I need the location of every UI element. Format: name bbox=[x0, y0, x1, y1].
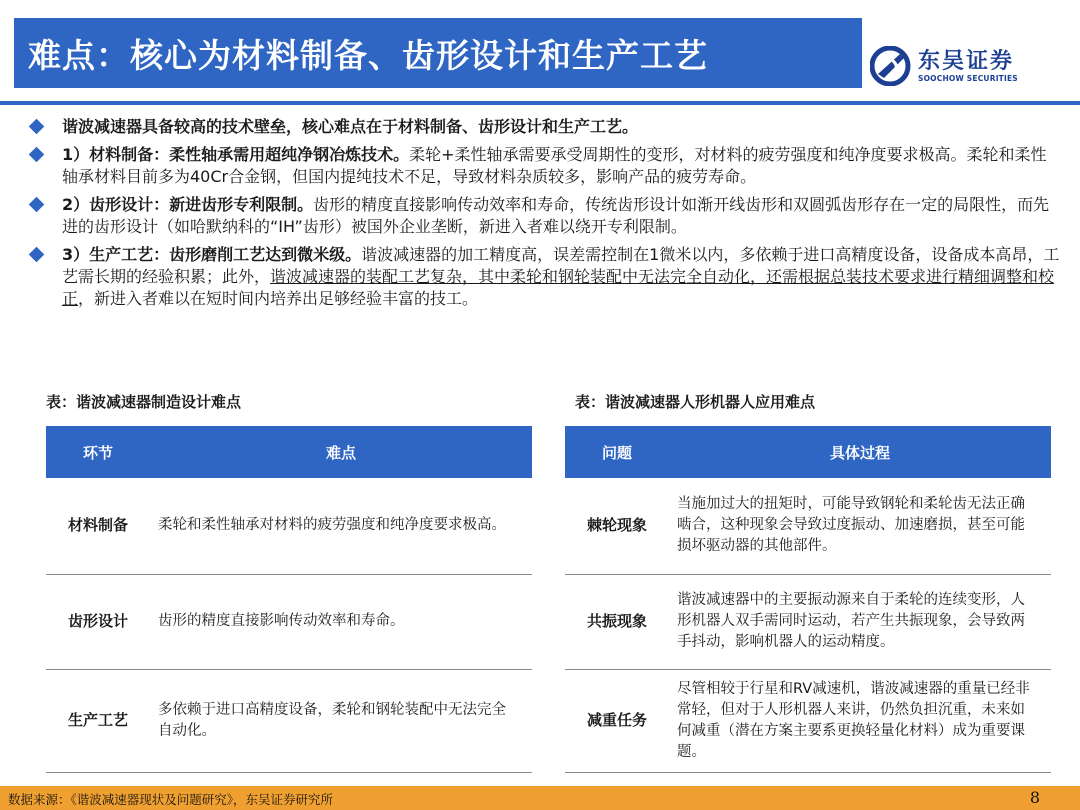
row-value: 尽管相较于行星和RV减速机，谐波减速器的重量已经非常轻，但对于人形机器人来讲，仍然负担沉重，未来如何减重（潜在方案主要系更换轻量化材料）成为重要课题。 bbox=[669, 669, 1051, 772]
table-row bbox=[565, 478, 1051, 574]
robot-application-difficulty-table bbox=[565, 426, 1051, 773]
table-header-row bbox=[565, 426, 1051, 478]
table2-caption: 表：谐波减速器人形机器人应用难点 bbox=[575, 393, 816, 411]
bullet-item bbox=[28, 144, 1062, 188]
bullet-item bbox=[28, 244, 1062, 310]
row-key: 棘轮现象 bbox=[565, 478, 669, 574]
column-header: 环节 bbox=[46, 426, 150, 478]
row-value: 当施加过大的扭矩时，可能导致钢轮和柔轮齿无法正确啮合，这种现象会导致过度振动、加速磨损，甚至可能损坏驱动器的其他部件。 bbox=[669, 478, 1051, 574]
logo-name-en: SOOCHOW SECURITIES bbox=[918, 73, 1018, 83]
table-row bbox=[46, 574, 532, 669]
table-row bbox=[565, 669, 1051, 772]
bullet-list bbox=[28, 116, 1062, 316]
diamond-bullet-icon bbox=[29, 197, 45, 213]
table-row bbox=[46, 478, 532, 574]
manufacturing-difficulty-table bbox=[46, 426, 532, 773]
row-value: 谐波减速器中的主要振动源来自于柔轮的连续变形，人形机器人双手需同时运动，若产生共振现象，会导致两手抖动，影响机器人的运动精度。 bbox=[669, 574, 1051, 669]
page-title: 难点：核心为材料制备、齿形设计和生产工艺 bbox=[14, 18, 862, 88]
bullet-item bbox=[28, 194, 1062, 238]
table-header-row bbox=[46, 426, 532, 478]
row-key: 共振现象 bbox=[565, 574, 669, 669]
bullet-bold: 2）齿形设计：新进齿形专利限制。 bbox=[62, 195, 314, 214]
row-key: 齿形设计 bbox=[46, 574, 150, 669]
bullet-bold: 3）生产工艺：齿形磨削工艺达到微米级。 bbox=[62, 245, 362, 264]
column-header: 具体过程 bbox=[669, 426, 1051, 478]
header-divider bbox=[0, 101, 1080, 105]
soochow-logo-icon bbox=[870, 46, 914, 86]
row-key: 材料制备 bbox=[46, 478, 150, 574]
table1-caption: 表：谐波减速器制造设计难点 bbox=[46, 393, 242, 411]
column-header: 问题 bbox=[565, 426, 669, 478]
row-value: 多依赖于进口高精度设备，柔轮和钢轮装配中无法完全自动化。 bbox=[150, 669, 532, 772]
row-value: 柔轮和柔性轴承对材料的疲劳强度和纯净度要求极高。 bbox=[150, 478, 532, 574]
bullet-text: 齿形的精度直接影响传动效率和寿命，传统齿形设计如渐开线齿形和双圆弧齿形存在一定的局限性，而先进的齿形设计（如哈默纳科的“IH”齿形）被国外企业垄断，新进入者难以绕开专利限制。 bbox=[62, 195, 1050, 236]
bullet-tail-text: ，新进入者难以在短时间内培养出足够经验丰富的技工。 bbox=[78, 289, 479, 308]
diamond-bullet-icon bbox=[29, 119, 45, 135]
company-logo bbox=[870, 44, 1060, 88]
logo-name-cn: 东吴证券 bbox=[918, 48, 1015, 74]
page-number: 8 bbox=[1029, 788, 1040, 807]
row-key: 生产工艺 bbox=[46, 669, 150, 772]
diamond-bullet-icon bbox=[29, 147, 45, 163]
bullet-text: 谐波减速器的加工精度高，误差需控制在1微米以内，多依赖于进口高精度设备，设备成本高昂，工艺需长期的经验积累；此外， bbox=[62, 245, 1060, 286]
bullet-item bbox=[28, 116, 1062, 138]
row-key: 减重任务 bbox=[565, 669, 669, 772]
table-row bbox=[565, 574, 1051, 669]
data-source: 数据来源：《谐波减速器现状及问题研究》，东吴证券研究所 bbox=[8, 792, 334, 807]
bullet-underlined-text: 谐波减速器的装配工艺复杂，其中柔轮和钢轮装配中无法完全自动化，还需根据总装技术要求进行精细调整和校正 bbox=[62, 267, 1055, 308]
bullet-bold: 1）材料制备：柔性轴承需用超纯净钢冶炼技术。 bbox=[62, 145, 410, 164]
diamond-bullet-icon bbox=[29, 247, 45, 263]
bullet-bold: 谐波减速器具备较高的技术壁垒，核心难点在于材料制备、齿形设计和生产工艺。 bbox=[62, 117, 639, 136]
column-header: 难点 bbox=[150, 426, 532, 478]
bullet-text: 柔轮+柔性轴承需要承受周期性的变形，对材料的疲劳强度和纯净度要求极高。柔轮和柔性轴承材料目前多为40Cr合金钢，但国内提纯技术不足，导致材料杂质较多，影响产品的疲劳寿命。 bbox=[62, 145, 1047, 186]
row-value: 齿形的精度直接影响传动效率和寿命。 bbox=[150, 574, 532, 669]
table-row bbox=[46, 669, 532, 772]
footer-bar bbox=[0, 786, 1080, 810]
